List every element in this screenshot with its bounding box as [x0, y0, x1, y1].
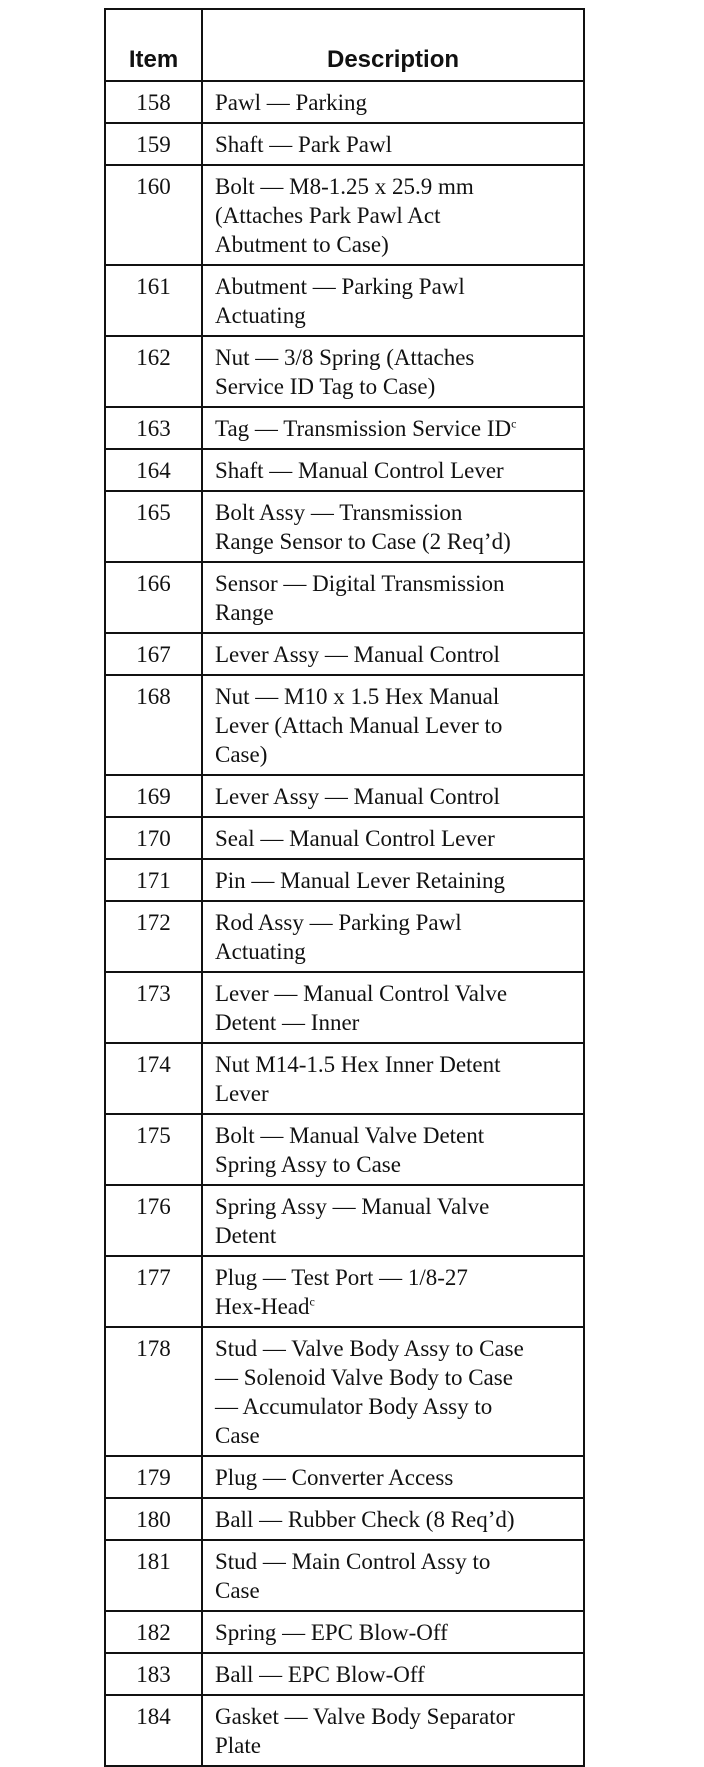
description-text: Ball — EPC Blow-Off [215, 1662, 425, 1687]
item-number: 172 [105, 901, 202, 972]
item-description [202, 81, 584, 123]
table-row [105, 972, 584, 1043]
table-row [105, 81, 584, 123]
description-text: Tag — Transmission Service ID [215, 416, 512, 441]
item-number: 171 [105, 859, 202, 901]
item-description [202, 1653, 584, 1695]
item-number: 167 [105, 633, 202, 675]
item-number: 159 [105, 123, 202, 165]
item-number: 176 [105, 1185, 202, 1256]
item-description [202, 1327, 584, 1456]
item-number: 161 [105, 265, 202, 336]
description-text: Plug — Converter Access [215, 1465, 454, 1490]
item-number: 170 [105, 817, 202, 859]
description-text: Lever Assy — Manual Control [215, 784, 500, 809]
table-row [105, 336, 584, 407]
item-number: 177 [105, 1256, 202, 1327]
item-description [202, 675, 584, 775]
item-description [202, 1456, 584, 1498]
item-description [202, 901, 584, 972]
item-number: 163 [105, 407, 202, 449]
table-row [105, 901, 584, 972]
description-text: Stud — Valve Body Assy to Case — Solenoid Valve Body to Case — Accumulator Body Assy to Case [215, 1336, 524, 1448]
table-row [105, 1653, 584, 1695]
table-row [105, 123, 584, 165]
description-text: Nut M14-1.5 Hex Inner Detent Lever [215, 1052, 501, 1106]
item-number: 166 [105, 562, 202, 633]
item-description [202, 1043, 584, 1114]
item-description [202, 265, 584, 336]
item-number: 164 [105, 449, 202, 491]
item-description [202, 336, 584, 407]
description-text: Seal — Manual Control Lever [215, 826, 495, 851]
table-row [105, 1185, 584, 1256]
item-number: 182 [105, 1611, 202, 1653]
table-row [105, 1611, 584, 1653]
footnote-marker: c [511, 416, 517, 431]
item-description [202, 407, 584, 449]
table-row [105, 675, 584, 775]
item-description [202, 1611, 584, 1653]
table-row [105, 1456, 584, 1498]
footnote-marker: c [309, 1294, 315, 1309]
table-row [105, 775, 584, 817]
description-text: Plug — Test Port — 1/8-27 Hex-Head [215, 1265, 468, 1319]
item-description [202, 972, 584, 1043]
table-row [105, 1043, 584, 1114]
description-text: Stud — Main Control Assy to Case [215, 1549, 491, 1603]
item-description [202, 562, 584, 633]
table-row [105, 449, 584, 491]
item-number: 174 [105, 1043, 202, 1114]
item-number: 183 [105, 1653, 202, 1695]
item-number: 178 [105, 1327, 202, 1456]
item-description [202, 165, 584, 265]
table-row [105, 1540, 584, 1611]
table-row [105, 633, 584, 675]
item-description [202, 1540, 584, 1611]
item-description [202, 123, 584, 165]
table-row [105, 1256, 584, 1327]
item-number: 175 [105, 1114, 202, 1185]
description-text: Nut — M10 x 1.5 Hex Manual Lever (Attach Manual Lever to Case) [215, 684, 503, 767]
table-row [105, 407, 584, 449]
description-text: Spring Assy — Manual Valve Detent [215, 1194, 490, 1248]
table-row [105, 165, 584, 265]
description-text: Bolt Assy — Transmission Range Sensor to Case (2 Req’d) [215, 500, 511, 554]
item-number: 162 [105, 336, 202, 407]
item-description [202, 1256, 584, 1327]
item-number: 169 [105, 775, 202, 817]
item-column-header: Item [105, 9, 202, 81]
item-description [202, 1695, 584, 1766]
description-text: Nut — 3/8 Spring (Attaches Service ID Tag to Case) [215, 345, 475, 399]
table-row [105, 562, 584, 633]
description-text: Ball — Rubber Check (8 Req’d) [215, 1507, 515, 1532]
table-row [105, 859, 584, 901]
item-number: 168 [105, 675, 202, 775]
item-description [202, 817, 584, 859]
item-description [202, 859, 584, 901]
table-row [105, 1695, 584, 1766]
item-number: 173 [105, 972, 202, 1043]
table-row [105, 265, 584, 336]
description-text: Pawl — Parking [215, 90, 368, 115]
description-text: Shaft — Park Pawl [215, 132, 392, 157]
table-row [105, 1327, 584, 1456]
item-number: 180 [105, 1498, 202, 1540]
item-number: 160 [105, 165, 202, 265]
item-number: 181 [105, 1540, 202, 1611]
description-column-header: Description [202, 9, 584, 81]
description-text: Shaft — Manual Control Lever [215, 458, 504, 483]
parts-table-container [104, 8, 585, 1767]
table-header-row [105, 9, 584, 81]
item-description [202, 449, 584, 491]
item-number: 179 [105, 1456, 202, 1498]
description-text: Lever Assy — Manual Control [215, 642, 500, 667]
item-number: 158 [105, 81, 202, 123]
description-text: Bolt — Manual Valve Detent Spring Assy to Case [215, 1123, 485, 1177]
description-text: Sensor — Digital Transmission Range [215, 571, 505, 625]
description-text: Spring — EPC Blow-Off [215, 1620, 448, 1645]
item-description [202, 1185, 584, 1256]
description-text: Lever — Manual Control Valve Detent — Inner [215, 981, 508, 1035]
item-number: 184 [105, 1695, 202, 1766]
description-text: Rod Assy — Parking Pawl Actuating [215, 910, 462, 964]
parts-table [104, 8, 585, 1767]
table-row [105, 1498, 584, 1540]
table-row [105, 817, 584, 859]
item-description [202, 1498, 584, 1540]
table-body [105, 81, 584, 1766]
item-description [202, 491, 584, 562]
description-text: Bolt — M8-1.25 x 25.9 mm (Attaches Park Pawl Act Abutment to Case) [215, 174, 474, 257]
item-description [202, 775, 584, 817]
table-row [105, 491, 584, 562]
item-number: 165 [105, 491, 202, 562]
description-text: Gasket — Valve Body Separator Plate [215, 1704, 515, 1758]
item-description [202, 633, 584, 675]
table-row [105, 1114, 584, 1185]
item-description [202, 1114, 584, 1185]
description-text: Pin — Manual Lever Retaining [215, 868, 505, 893]
description-text: Abutment — Parking Pawl Actuating [215, 274, 465, 328]
